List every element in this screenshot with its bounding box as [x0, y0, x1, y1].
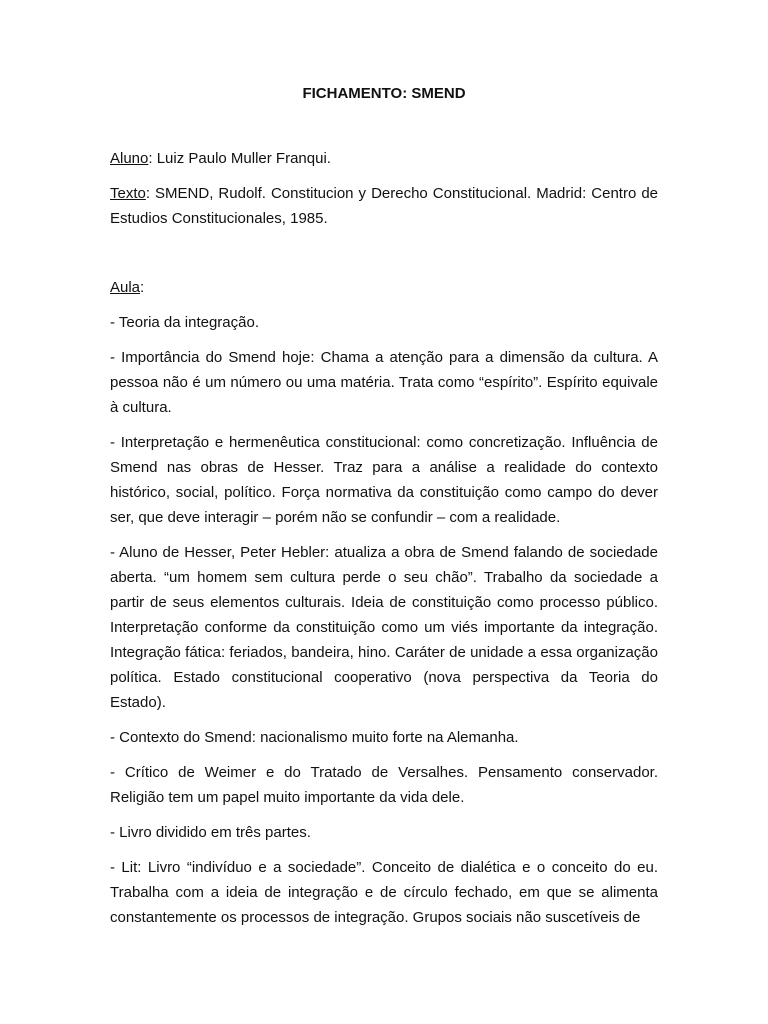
paragraph-critic: - Crítico de Weimer e do Tratado de Versalhes. Pensamento conservador. Religião tem um papel muito importante da vida dele. — [110, 764, 658, 806]
paragraph-hebler: - Aluno de Hesser, Peter Hebler: atualiza a obra de Smend falando de sociedade aberta. “um homem sem cultura perde o seu chão”. Trabalho da sociedade a partir de seus elementos culturais. Ideia de constituição como processo público. Interpretação conforme da constituição como um viés importante da integração. Integração fática: feriados, bandeira, hino. Caráter de unidade a essa organização política. Estado constitucional cooperativo (nova perspectiva da Teoria do Estado). — [110, 544, 658, 711]
class-heading — [110, 275, 658, 300]
class-label-suffix: : — [140, 279, 145, 296]
section-spacer — [110, 241, 658, 275]
text-reference-line — [110, 181, 658, 231]
paragraph-interpretation: - Interpretação e hermenêutica constitucional: como concretização. Influência de Smend nas obras de Hesser. Traz para a análise a realidade do contexto histórico, social, político. Força normativa da constituição como campo do dever ser, que deve interagir – porém não se confundir – com a realidade. — [110, 434, 658, 526]
paragraph-lit: - Lit: Livro “indivíduo e a sociedade”. Conceito de dialética e o conceito do eu. Trabalha com a ideia de integração e de círculo fechado, em que se alimenta constantemente os processos de integração. Grupos sociais não suscetíveis de — [110, 859, 658, 926]
text-reference: : SMEND, Rudolf. Constitucion y Derecho Constitucional. Madrid: Centro de Estudios Constitucionales, 1985. — [110, 185, 658, 227]
student-line — [110, 146, 658, 171]
document-title: FICHAMENTO: SMEND — [302, 85, 466, 102]
paragraph-smend-importance: - Importância do Smend hoje: Chama a atenção para a dimensão da cultura. A pessoa não é um número ou uma matéria. Trata como “espírito”. Espírito equivale à cultura. — [110, 349, 658, 416]
text-label: Texto — [110, 185, 146, 202]
paragraph-integration-theory: - Teoria da integração. — [110, 314, 259, 331]
paragraph-book-parts: - Livro dividido em três partes. — [110, 824, 311, 841]
class-label: Aula — [110, 279, 141, 296]
student-label: Aluno — [110, 150, 149, 167]
student-name: : Luiz Paulo Muller Franqui. — [148, 150, 331, 167]
paragraph-context: - Contexto do Smend: nacionalismo muito forte na Alemanha. — [110, 729, 519, 746]
document-page — [110, 84, 658, 940]
